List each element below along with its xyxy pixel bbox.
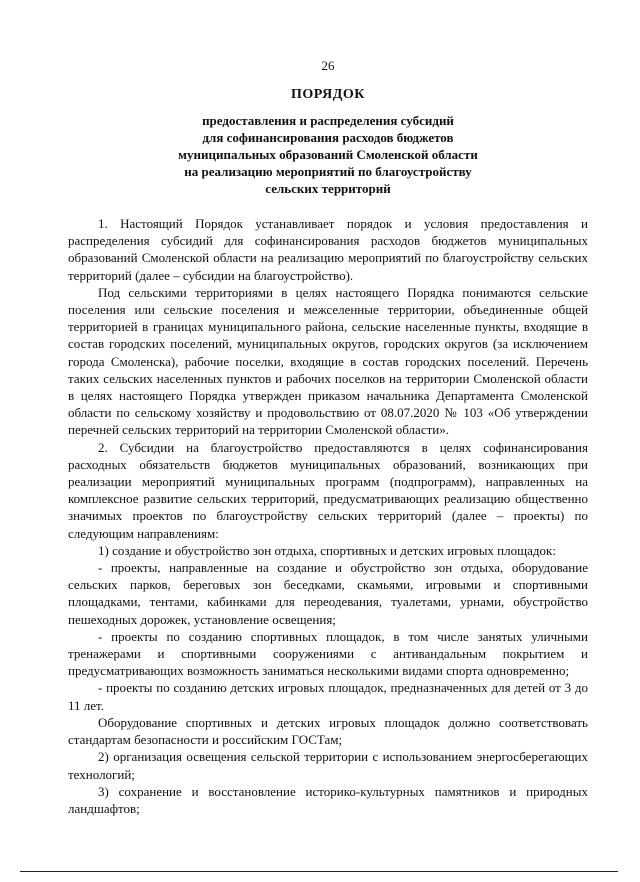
paragraph: 1. Настоящий Порядок устанавливает порядок и условия предоставления и распределения субсидий для софинансирования расходов бюджетов муниципальных образований Смоленской области на реализацию мероприятий по благоустройству сельских территорий (далее – субсидии на благоустройство). — [68, 216, 588, 283]
page-number: 26 — [321, 58, 335, 73]
paragraph: 2) организация освещения сельской территории с использованием энергосберегающих технологий; — [68, 749, 588, 782]
bottom-divider — [20, 871, 618, 872]
document-subtitle — [68, 112, 588, 197]
subtitle-line: сельских территорий — [265, 181, 391, 196]
paragraph: - проекты по созданию детских игровых площадок, предназначенных для детей от 3 до 11 лет. — [68, 680, 588, 713]
document-body — [68, 215, 588, 817]
document-title: ПОРЯДОК — [291, 87, 365, 102]
paragraph: 3) сохранение и восстановление историко-культурных памятников и природных ландшафтов; — [68, 783, 588, 816]
subtitle-line: для софинансирования расходов бюджетов — [202, 130, 454, 145]
subtitle-line: муниципальных образований Смоленской области — [178, 147, 478, 162]
paragraph: - проекты, направленные на создание и обустройство зон отдыха, оборудование сельских парков, береговых зон беседками, скамьями, игровыми и спортивными площадками, тентами, кабинками для переодевания, туалетами, урнами, обустройство пешеходных дорожек, установление освещения; — [68, 560, 588, 627]
subtitle-line: предоставления и распределения субсидий — [202, 113, 454, 128]
subtitle-line: на реализацию мероприятий по благоустройству — [184, 164, 472, 179]
paragraph: - проекты по созданию спортивных площадок, в том числе занятых уличными тренажерами и спортивными сооружениями с антивандальным покрытием и предусматривающих возможность заниматься несколькими видами спорта одновременно; — [68, 628, 588, 679]
paragraph: 2. Субсидии на благоустройство предоставляются в целях софинансирования расходных обязательств бюджетов муниципальных образований, возникающих при реализации мероприятий муниципальных программ (подпрограмм), направленных на комплексное развитие сельских территорий, предусматривающих реализацию общественно значимых проектов по благоустройству сельских территорий (далее – проекты) по следующим направлениям: — [68, 439, 588, 541]
paragraph: 1) создание и обустройство зон отдыха, спортивных и детских игровых площадок: — [98, 542, 556, 558]
paragraph: Оборудование спортивных и детских игровых площадок должно соответствовать стандартам безопасности и российским ГОСТам; — [68, 714, 588, 748]
paragraph: Под сельскими территориями в целях настоящего Порядка понимаются сельские поселения или сельские поселения и межселенные территории, объединенные общей территорией в границах муниципального района, сельские населенные пункты, входящие в состав городских поселений, муниципальных округов, городских округов (за исключением города Смоленска), рабочие поселки, входящие в состав городских поселений. Перечень таких сельских населенных пунктов и рабочих поселков на территории Смоленской области в целях настоящего Порядка утвержден приказом начальника Департамента Смоленской области по сельскому хозяйству и продовольствию от 08.07.2020 № 103 «Об утверждении перечней сельских территорий на территории Смоленской области». — [68, 284, 588, 438]
